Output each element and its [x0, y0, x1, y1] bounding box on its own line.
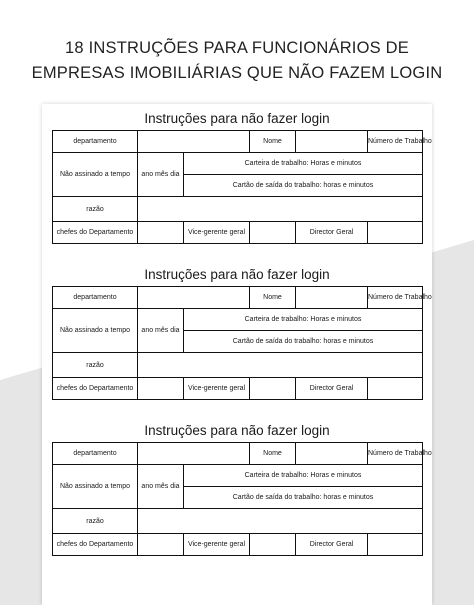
razao-field[interactable] [138, 509, 423, 534]
nome-field[interactable] [296, 443, 368, 465]
departamento-field[interactable] [138, 287, 250, 309]
ano-mes-dia-label: ano mês dia [138, 153, 184, 197]
chefes-label: chefes do Departamento [53, 534, 138, 556]
vice-gerente-field[interactable] [250, 534, 296, 556]
ano-mes-dia-label: ano mês dia [138, 465, 184, 509]
razao-label: razão [53, 509, 138, 534]
login-form-2 [52, 264, 432, 400]
cartao-label: Cartão de saída do trabalho: horas e minutos [184, 487, 423, 509]
page-title-line-1: 18 INSTRUÇÕES PARA FUNCIONÁRIOS DE [65, 39, 409, 57]
chefes-label: chefes do Departamento [53, 222, 138, 244]
chefes-field[interactable] [138, 378, 184, 400]
vice-gerente-field[interactable] [250, 222, 296, 244]
departamento-field[interactable] [138, 131, 250, 153]
director-label: Director Geral [296, 222, 368, 244]
form-table [52, 286, 432, 400]
form-title: Instruções para não fazer login [144, 267, 330, 282]
chefes-label: chefes do Departamento [53, 378, 138, 400]
carteira-label: Carteira de trabalho: Horas e minutos [184, 309, 423, 331]
vice-gerente-label: Vice-gerente geral [184, 222, 250, 244]
nome-label: Nome [250, 443, 296, 465]
form-title: Instruções para não fazer login [144, 111, 330, 126]
director-field[interactable] [368, 222, 423, 244]
nome-field[interactable] [296, 131, 368, 153]
cartao-label: Cartão de saída do trabalho: horas e minutos [184, 175, 423, 197]
form-title: Instruções para não fazer login [144, 423, 330, 438]
numero-trabalho-label: Número de Trabalho [368, 443, 423, 465]
nome-field[interactable] [296, 287, 368, 309]
chefes-field[interactable] [138, 534, 184, 556]
chefes-field[interactable] [138, 222, 184, 244]
director-label: Director Geral [296, 378, 368, 400]
login-form-3 [52, 420, 432, 556]
form-table [52, 442, 432, 556]
vice-gerente-label: Vice-gerente geral [184, 378, 250, 400]
nome-label: Nome [250, 131, 296, 153]
nome-label: Nome [250, 287, 296, 309]
razao-field[interactable] [138, 353, 423, 378]
departamento-label: departamento [53, 131, 138, 153]
form-table [52, 130, 432, 244]
cartao-label: Cartão de saída do trabalho: horas e minutos [184, 331, 423, 353]
numero-trabalho-label: Número de Trabalho [368, 287, 423, 309]
razao-label: razão [53, 353, 138, 378]
document-sheet [42, 104, 432, 605]
departamento-label: departamento [53, 287, 138, 309]
page-title [0, 36, 474, 86]
carteira-label: Carteira de trabalho: Horas e minutos [184, 465, 423, 487]
vice-gerente-field[interactable] [250, 378, 296, 400]
carteira-label: Carteira de trabalho: Horas e minutos [184, 153, 423, 175]
nao-assinado-label: Não assinado a tempo [53, 153, 138, 197]
razao-field[interactable] [138, 197, 423, 222]
departamento-field[interactable] [138, 443, 250, 465]
vice-gerente-label: Vice-gerente geral [184, 534, 250, 556]
nao-assinado-label: Não assinado a tempo [53, 465, 138, 509]
ano-mes-dia-label: ano mês dia [138, 309, 184, 353]
login-form-1 [52, 108, 432, 244]
departamento-label: departamento [53, 443, 138, 465]
razao-label: razão [53, 197, 138, 222]
director-field[interactable] [368, 534, 423, 556]
nao-assinado-label: Não assinado a tempo [53, 309, 138, 353]
page-title-line-2: EMPRESAS IMOBILIÁRIAS QUE NÃO FAZEM LOGIN [31, 64, 443, 82]
numero-trabalho-label: Número de Trabalho [368, 131, 423, 153]
director-field[interactable] [368, 378, 423, 400]
director-label: Director Geral [296, 534, 368, 556]
